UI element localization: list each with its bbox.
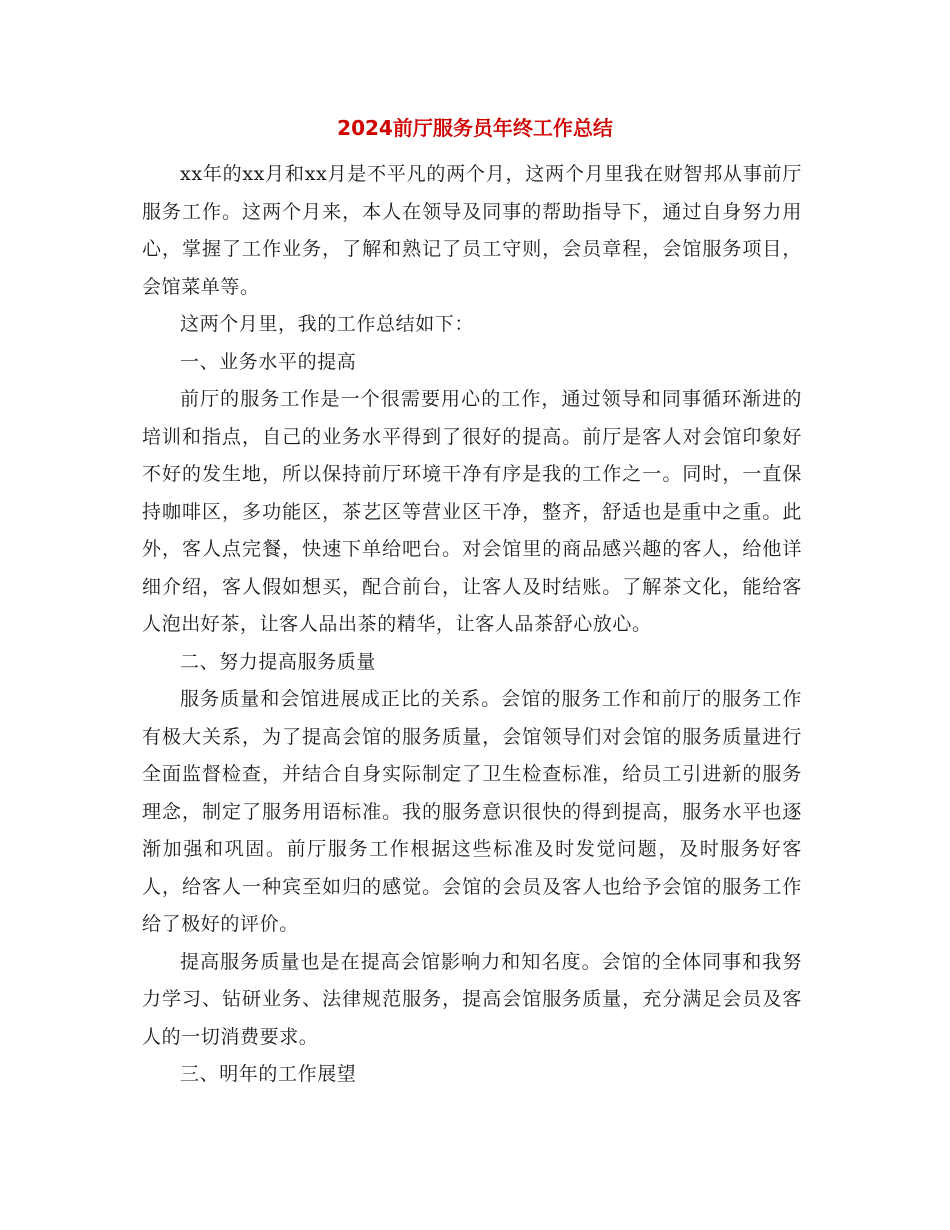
section-heading-1: 一、业务水平的提高 xyxy=(180,350,357,373)
document-title: 2024前厅服务员年终工作总结 xyxy=(337,116,613,140)
document-body xyxy=(142,156,802,1094)
paragraph-section-1: 前厅的服务工作是一个很需要用心的工作，通过领导和同事循环渐进的培训和指点，自己的业务水平得到了很好的提高。前厅是客人对会馆印象好不好的发生地，所以保持前厅环境干净有序是我的工作之一。同时，一直保持咖啡区，多功能区，茶艺区等营业区干净，整齐，舒适也是重中之重。此外，客人点完餐，快速下单给吧台。对会馆里的商品感兴趣的客人，给他详细介绍，客人假如想买，配合前台，让客人及时结账。了解茶文化，能给客人泡出好茶，让客人品出茶的精华，让客人品茶舒心放心。 xyxy=(142,388,802,635)
section-heading-2: 二、努力提高服务质量 xyxy=(180,650,377,673)
paragraph-intro: xx年的xx月和xx月是不平凡的两个月，这两个月里我在财智邦从事前厅服务工作。这两个月来，本人在领导及同事的帮助指导下，通过自身努力用心，掌握了工作业务，了解和熟记了员工守则，会员章程，会馆服务项目，会馆菜单等。 xyxy=(142,163,802,298)
paragraph-section-2a: 服务质量和会馆进展成正比的关系。会馆的服务工作和前厅的服务工作有极大关系，为了提高会馆的服务质量，会馆领导们对会馆的服务质量进行全面监督检查，并结合自身实际制定了卫生检查标准，给员工引进新的服务理念，制定了服务用语标准。我的服务意识很快的得到提高，服务水平也逐渐加强和巩固。前厅服务工作根据这些标准及时发觉问题，及时服务好客人，给客人一种宾至如归的感觉。会馆的会员及客人也给予会馆的服务工作给了极好的评价。 xyxy=(142,688,802,935)
paragraph-section-2b: 提高服务质量也是在提高会馆影响力和知名度。会馆的全体同事和我努力学习、钻研业务、法律规范服务，提高会馆服务质量，充分满足会员及客人的一切消费要求。 xyxy=(142,950,802,1048)
paragraph-summary-lead: 这两个月里，我的工作总结如下： xyxy=(180,313,475,335)
section-heading-3: 三、明年的工作展望 xyxy=(180,1063,357,1085)
